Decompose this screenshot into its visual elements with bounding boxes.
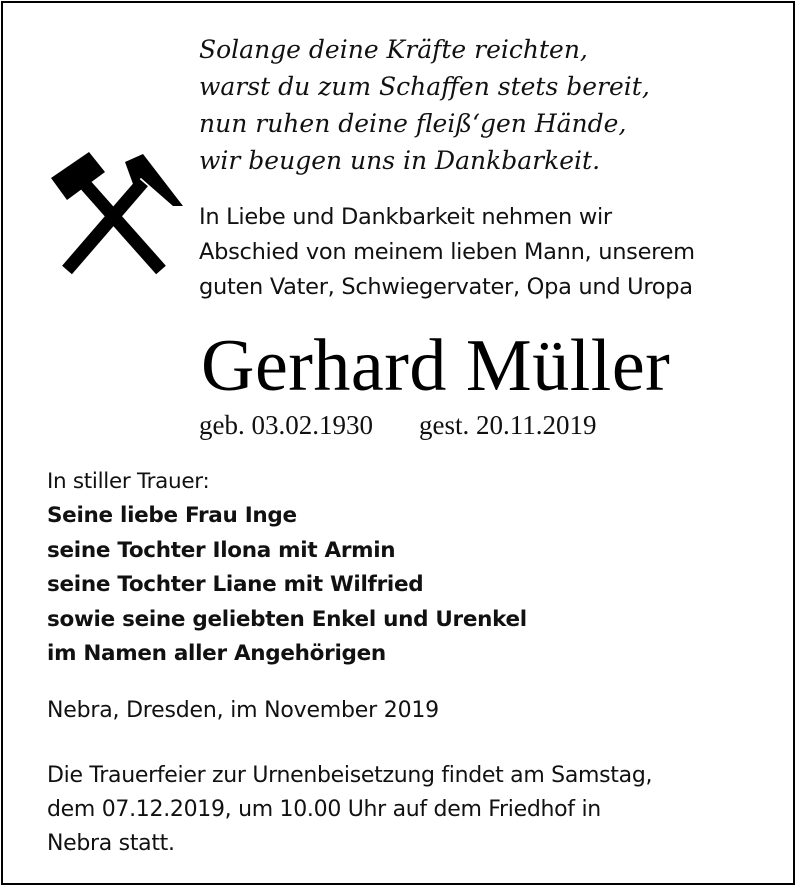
mourners-heading: In stiller Trauer: <box>47 469 210 494</box>
mourner-line: im Namen aller Angehörigen <box>47 641 386 666</box>
poem-line: warst du zum Schaffen stets bereit, <box>199 72 650 101</box>
intro-text <box>199 200 695 305</box>
mourner-line: seine Tochter Liane mit Wilfried <box>47 572 424 597</box>
birth-date: geb. 03.02.1930 <box>199 410 373 440</box>
poem-line: wir beugen uns in Dankbarkeit. <box>199 146 601 175</box>
mourner-line: Seine liebe Frau Inge <box>47 503 297 528</box>
poem-line: Solange deine Kräfte reichten, <box>199 35 588 64</box>
mourner-line: sowie seine geliebten Enkel und Urenkel <box>47 606 527 632</box>
service-line: Nebra statt. <box>47 831 175 856</box>
intro-line: In Liebe und Dankbarkeit nehmen wir <box>199 204 612 230</box>
service-line: dem 07.12.2019, um 10.00 Uhr auf dem Friedhof in <box>47 797 601 822</box>
intro-line: guten Vater, Schwiegervater, Opa und Uropa <box>199 274 693 300</box>
poem-line: nun ruhen deine fleiß‘gen Hände, <box>199 109 627 138</box>
obituary-notice <box>1 1 795 885</box>
intro-line: Abschied von meinem lieben Mann, unserem <box>199 239 695 265</box>
mourner-line: seine Tochter Ilona mit Armin <box>47 537 396 563</box>
hammer-and-pick-icon <box>45 148 185 278</box>
mourners-list <box>47 467 527 672</box>
place-and-date: Nebra, Dresden, im November 2019 <box>47 698 439 723</box>
life-dates <box>199 408 596 442</box>
funeral-service-info <box>47 759 652 861</box>
deceased-name: Gerhard Müller <box>201 325 671 407</box>
service-line: Die Trauerfeier zur Urnenbeisetzung findet am Samstag, <box>47 763 653 788</box>
death-date: gest. 20.11.2019 <box>418 410 597 440</box>
poem <box>199 31 650 179</box>
